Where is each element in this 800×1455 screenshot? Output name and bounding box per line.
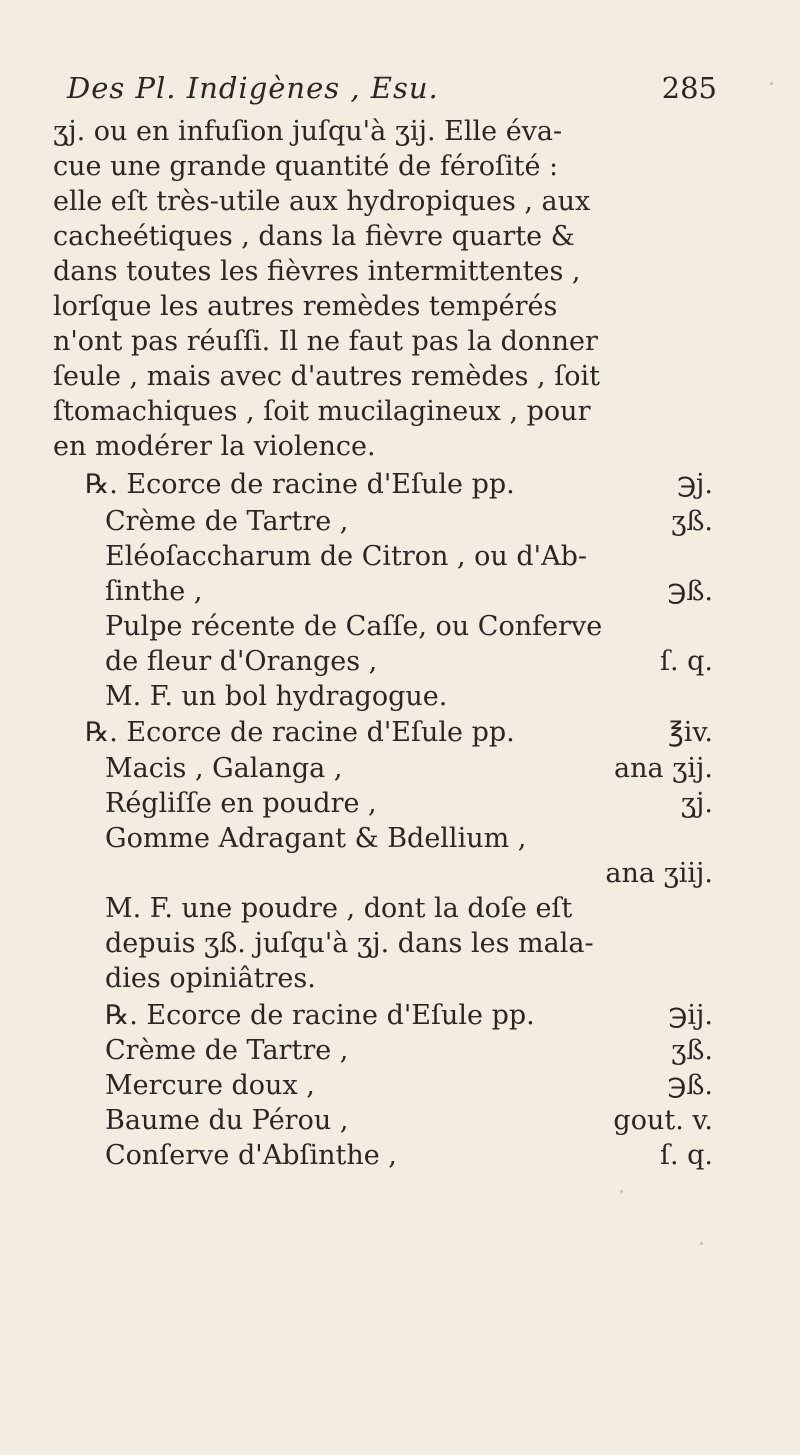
recipe-line: Macis , Galanga , ana ʒij. <box>105 751 713 787</box>
recipe-line: ſinthe , ℈ß. <box>105 574 713 610</box>
dose: ℈ß. <box>667 576 713 607</box>
recipe-line: Gomme Adragant & Bdellium , <box>105 823 527 854</box>
running-title: Des Pl. Indigènes , Esu. <box>67 71 439 105</box>
recipe-instruction: M. F. une poudre , dont la doſe eſt <box>105 893 573 924</box>
recipe-line: ℞. Ecorce de racine d'Eſule pp. ℈ij. <box>105 998 713 1034</box>
dose: ana ʒiij. <box>605 858 713 889</box>
dose: gout. v. <box>613 1105 713 1136</box>
recipe-line: ℞. Ecorce de racine d'Eſule pp. ℈j. <box>85 467 713 503</box>
recipe-instruction: M. F. un bol hydragogue. <box>105 681 448 712</box>
page-number: 285 <box>661 71 717 105</box>
recipe-line: ℞. Ecorce de racine d'Eſule pp. ℥iv. <box>85 715 713 751</box>
recipe-line: Régliſſe en poudre , ʒj. <box>105 786 713 822</box>
text-line: cacheétiques , dans la fièvre quarte & <box>53 221 575 252</box>
recipe-line: Pulpe récente de Caſſe, ou Conferve <box>105 611 603 642</box>
paper-speck <box>620 1190 623 1193</box>
text-line: ſeule , mais avec d'autres remèdes , ſoit <box>53 361 600 392</box>
recipe-line: Conſerve d'Abſinthe , ſ. q. <box>105 1138 713 1174</box>
dose: ſ. q. <box>659 646 713 677</box>
dose: ℥iv. <box>668 717 713 748</box>
text-line: dans toutes les fièvres intermittentes , <box>53 256 581 287</box>
dose: ℈j. <box>677 469 713 500</box>
recipe-line: Baume du Pérou , gout. v. <box>105 1103 713 1139</box>
text-line: n'ont pas réuſſi. Il ne faut pas la donner <box>53 326 598 357</box>
text-line: ſtomachiques , ſoit mucilagineux , pour <box>53 396 591 427</box>
recipe-instruction: depuis ʒß. juſqu'à ʒj. dans les mala- <box>105 928 594 959</box>
text-line: elle eſt très-utile aux hydropiques , aux <box>53 186 591 217</box>
dose: ʒß. <box>671 1035 713 1066</box>
recipe-line <box>105 856 713 892</box>
dose: ſ. q. <box>659 1140 713 1171</box>
dose: ana ʒij. <box>614 753 713 784</box>
paper-speck <box>770 82 773 85</box>
dose: ℈ij. <box>668 1000 713 1031</box>
recipe-instruction: dies opiniâtres. <box>105 963 316 994</box>
recipe-line: Mercure doux , ℈ß. <box>105 1068 713 1104</box>
text-line: ʒj. ou en infuſion juſqu'à ʒij. Elle éva- <box>53 116 563 147</box>
recipe-line: Crème de Tartre , ʒß. <box>105 1033 713 1069</box>
page-header <box>67 66 717 110</box>
text-line: en modérer la violence. <box>53 431 376 462</box>
paper-speck <box>700 1242 703 1245</box>
recipe-line: Crème de Tartre , ʒß. <box>105 504 713 540</box>
text-line: lorſque les autres remèdes tempérés <box>53 291 558 322</box>
recipe-line: Eléoſaccharum de Citron , ou d'Ab- <box>105 541 588 572</box>
dose: ʒj. <box>680 788 713 819</box>
dose: ℈ß. <box>667 1070 713 1101</box>
recipe-line: de fleur d'Oranges , ſ. q. <box>105 644 713 680</box>
text-line: cue une grande quantité de féroſité : <box>53 151 559 182</box>
dose: ʒß. <box>671 506 713 537</box>
